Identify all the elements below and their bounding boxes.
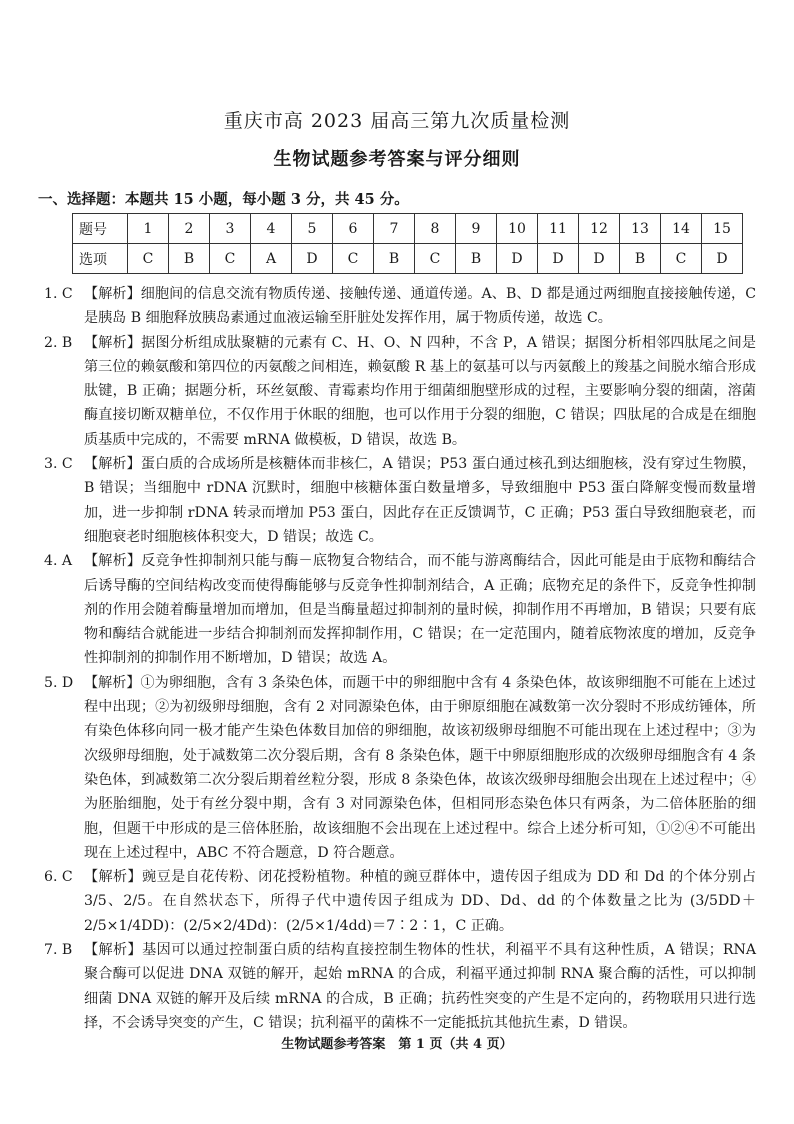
item-text: 【解析】豌豆是自花传粉、闭花授粉植物。种植的豌豆群体中，遗传因子组成为 DD 和 Dd 的个体分别占 3/5、2/5。在自然状态下，所得子代中遗传因子组成为 DD、Dd、dd 的个体数量之比为 (3/5DD＋2/5×1/4DD)：(2/5×2/4Dd)：(2/5×1/4dd)＝7∶2∶1，C 正确。 [84, 869, 756, 934]
answer-table-number-row [73, 214, 743, 244]
answer-option: B [169, 244, 210, 274]
question-number: 12 [579, 214, 620, 244]
item-text: 【解析】①为卵细胞，含有 3 条染色体，而题干中的卵细胞中含有 4 条染色体，故该卵细胞不可能在上述过程中出现；②为初级卵母细胞，含有 2 对同源染色体，由于卵原细胞在减数第一次分裂时不形成纺锤体，所有染色体移向同一极才能产生染色体数目加倍的卵细胞，故该初级卵母细胞不可能出现在上述过程中；③为次级卵母细胞，处于减数第二次分裂后期，含有 8 条染色体，题干中卵原细胞形成的次级卵母细胞含有 4 条染色体，到减数第二次分裂后期着丝粒分裂，形成 8 条染色体，故该次级卵母细胞会出现在上述过程中；④为胚胎细胞，处于有丝分裂中期，含有 3 对同源染色体，但相同形态染色体只有两条，为二倍体胚胎的细胞，但题干中形成的是三倍体胚胎，故该细胞不会出现在上述过程中。综合上述分析可知，①②④不可能出现在上述过程中，ABC 不符合题意，D 符合题意。 [84, 674, 756, 861]
explanation-item [44, 282, 756, 331]
item-number: 4. A [44, 553, 73, 570]
explanation-list [44, 282, 756, 1035]
page-footer: 生物试题参考答案 第 1 页（共 4 页） [281, 1037, 513, 1052]
question-number: 6 [333, 214, 374, 244]
question-number: 11 [538, 214, 579, 244]
item-text: 【解析】反竞争性抑制剂只能与酶－底物复合物结合，而不能与游离酶结合，因此可能是由于底物和酶结合后诱导酶的空间结构改变而使得酶能够与反竞争性抑制剂结合，A 正确；底物充足的条件下，反竞争性抑制剂的作用会随着酶量增加而增加，但是当酶量超过抑制剂的量时候，抑制作用不再增加，B 错误；只要有底物和酶结合就能进一步结合抑制剂而发挥抑制作用，C 错误；在一定范围内，随着底物浓度的增加，反竞争性抑制剂的抑制作用不断增加，D 错误；故选 A。 [84, 553, 756, 667]
question-number: 3 [210, 214, 251, 244]
answer-option: C [661, 244, 702, 274]
page-title: 重庆市高 2023 届高三第九次质量检测 [223, 110, 571, 132]
item-number: 5. D [44, 674, 74, 691]
answer-option: C [210, 244, 251, 274]
item-text: 【解析】据图分析组成肽聚糖的元素有 C、H、O、N 四种，不含 P，A 错误；据图分析相邻四肽尾之间是第三位的赖氨酸和第四位的丙氨酸之间相连，赖氨酸 R 基上的氨基可以与丙氨酸上的羧基之间脱水缩合形成肽键，B 正确；据题分析，环丝氨酸、青霉素均作用于细菌细胞壁形成的过程，主要影响分裂的细菌，溶菌酶直接切断双糖单位，不仅作用于休眠的细胞，也可以作用于分裂的细胞，C 错误；四肽尾的合成是在细胞质基质中完成的，不需要 mRNA 做模板，D 错误，故选 B。 [84, 334, 756, 448]
answer-option: C [128, 244, 169, 274]
answer-option: D [292, 244, 333, 274]
explanation-item [44, 938, 756, 1035]
question-number: 5 [292, 214, 333, 244]
question-number: 14 [661, 214, 702, 244]
section-heading: 一、选择题：本题共 15 小题，每小题 3 分，共 45 分。 [38, 191, 409, 208]
answer-option: D [702, 244, 743, 274]
row-label: 选项 [73, 244, 128, 274]
item-number: 7. B [44, 942, 73, 959]
question-number: 15 [702, 214, 743, 244]
question-number: 9 [456, 214, 497, 244]
question-number: 4 [251, 214, 292, 244]
question-number: 13 [620, 214, 661, 244]
answer-option: B [456, 244, 497, 274]
answer-option: D [538, 244, 579, 274]
explanation-item [44, 549, 756, 670]
explanation-item [44, 452, 756, 549]
question-number: 10 [497, 214, 538, 244]
explanation-item [44, 865, 756, 938]
page-subtitle: 生物试题参考答案与评分细则 [273, 149, 521, 170]
item-number: 2. B [44, 334, 73, 351]
item-text: 【解析】细胞间的信息交流有物质传递、接触传递、通道传递。A、B、D 都是通过两细胞直接接触传递，C 是胰岛 B 细胞释放胰岛素通过血液运输至肝脏处发挥作用，属于物质传递，故选 C。 [84, 286, 756, 327]
answer-option: C [333, 244, 374, 274]
item-number: 1. C [44, 286, 73, 302]
row-label: 题号 [73, 214, 128, 244]
explanation-item [44, 331, 756, 452]
answer-option: D [579, 244, 620, 274]
question-number: 7 [374, 214, 415, 244]
explanation-item [44, 671, 756, 865]
answer-option: C [415, 244, 456, 274]
question-number: 2 [169, 214, 210, 244]
item-number: 6. C [44, 869, 73, 886]
answer-option: B [374, 244, 415, 274]
question-number: 1 [128, 214, 169, 244]
answer-table [72, 213, 743, 274]
question-number: 8 [415, 214, 456, 244]
answer-option: A [251, 244, 292, 274]
item-text: 【解析】蛋白质的合成场所是核糖体而非核仁，A 错误；P53 蛋白通过核孔到达细胞核，没有穿过生物膜，B 错误；当细胞中 rDNA 沉默时，细胞中核糖体蛋白数量增多，导致细胞中 P53 蛋白降解变慢而数量增加，进一步抑制 rDNA 转录而增加 P53 蛋白，因此存在正反馈调节，C 正确；P53 蛋白导致细胞衰老，而细胞衰老时细胞核体积变大，D 错误；故选 C。 [84, 456, 756, 545]
item-number: 3. C [44, 456, 73, 473]
item-text: 【解析】基因可以通过控制蛋白质的结构直接控制生物体的性状，利福平不具有这种性质，A 错误；RNA 聚合酶可以促进 DNA 双链的解开，起始 mRNA 的合成，利福平通过抑制 RNA 聚合酶的活性，可以抑制细菌 DNA 双链的解开及后续 mRNA 的合成，B 正确；抗药性突变的产生是不定向的，药物联用只进行选择，不会诱导突变的产生，C 错误；抗利福平的菌株不一定能抵抗其他抗生素，D 错误。 [84, 942, 756, 1031]
answer-table-answer-row [73, 244, 743, 274]
answer-option: D [497, 244, 538, 274]
answer-option: B [620, 244, 661, 274]
